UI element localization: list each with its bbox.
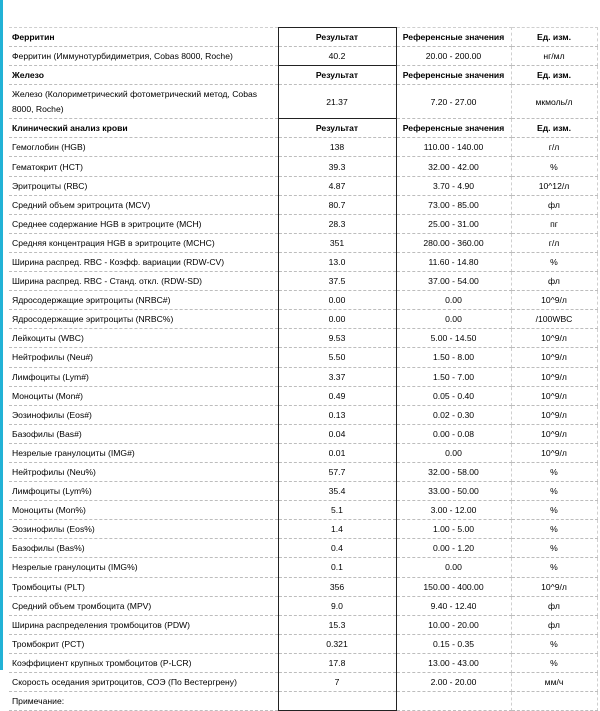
note-empty-cell <box>511 692 597 711</box>
table-row <box>9 329 597 348</box>
table-row <box>9 558 597 577</box>
test-unit: % <box>511 558 597 577</box>
test-unit: % <box>511 501 597 520</box>
test-result: 0.13 <box>278 405 396 424</box>
test-result: 35.4 <box>278 482 396 501</box>
test-reference: 0.02 - 0.30 <box>396 405 511 424</box>
test-result: 0.4 <box>278 539 396 558</box>
test-name: Базофилы (Bas#) <box>9 424 278 443</box>
table-row <box>9 405 597 424</box>
test-unit: 10^12/л <box>511 176 597 195</box>
test-result: 356 <box>278 577 396 596</box>
section-header-cbc <box>9 119 597 138</box>
test-name: Тромбоциты (PLT) <box>9 577 278 596</box>
test-reference: 2.00 - 20.00 <box>396 673 511 692</box>
test-name: Среднее содержание HGB в эритроците (MCH) <box>9 214 278 233</box>
test-reference: 5.00 - 14.50 <box>396 329 511 348</box>
test-unit: мкмоль/л <box>511 85 597 119</box>
table-row <box>9 577 597 596</box>
test-name: Гематокрит (HCT) <box>9 157 278 176</box>
test-result: 0.04 <box>278 424 396 443</box>
test-name: Ядросодержащие эритроциты (NRBC%) <box>9 310 278 329</box>
test-result: 57.7 <box>278 462 396 481</box>
lab-results-sheet <box>9 27 597 711</box>
test-unit: пг <box>511 214 597 233</box>
table-row <box>9 138 597 157</box>
test-reference: 0.00 <box>396 558 511 577</box>
table-row <box>9 443 597 462</box>
table-row <box>9 195 597 214</box>
test-name: Незрелые гранулоциты (IMG#) <box>9 443 278 462</box>
test-unit: % <box>511 634 597 653</box>
test-result: 4.87 <box>278 176 396 195</box>
column-header-unit: Ед. изм. <box>511 66 597 85</box>
test-reference: 32.00 - 42.00 <box>396 157 511 176</box>
test-reference: 11.60 - 14.80 <box>396 252 511 271</box>
test-reference: 0.00 - 0.08 <box>396 424 511 443</box>
test-result: 21.37 <box>278 85 396 119</box>
test-result: 0.00 <box>278 291 396 310</box>
test-result: 7 <box>278 673 396 692</box>
test-result: 0.01 <box>278 443 396 462</box>
test-result: 17.8 <box>278 653 396 672</box>
test-reference: 13.00 - 43.00 <box>396 653 511 672</box>
table-row <box>9 501 597 520</box>
test-reference: 0.05 - 0.40 <box>396 386 511 405</box>
test-unit: % <box>511 157 597 176</box>
test-name: Ядросодержащие эритроциты (NRBC#) <box>9 291 278 310</box>
column-header-unit: Ед. изм. <box>511 28 597 47</box>
test-result: 37.5 <box>278 272 396 291</box>
test-unit: фл <box>511 615 597 634</box>
test-result: 40.2 <box>278 47 396 66</box>
test-unit: нг/мл <box>511 47 597 66</box>
test-unit: 10^9/л <box>511 329 597 348</box>
table-row <box>9 214 597 233</box>
test-name: Средний объем эритроцита (MCV) <box>9 195 278 214</box>
test-name: Лейкоциты (WBC) <box>9 329 278 348</box>
test-reference: 1.00 - 5.00 <box>396 520 511 539</box>
table-row <box>9 424 597 443</box>
test-reference: 32.00 - 58.00 <box>396 462 511 481</box>
column-header-reference: Референсные значения <box>396 28 511 47</box>
test-name: Ширина распределения тромбоцитов (PDW) <box>9 615 278 634</box>
test-name: Средний объем тромбоцита (MPV) <box>9 596 278 615</box>
table-row <box>9 47 597 66</box>
test-reference: 73.00 - 85.00 <box>396 195 511 214</box>
test-unit: 10^9/л <box>511 348 597 367</box>
test-name: Незрелые гранулоциты (IMG%) <box>9 558 278 577</box>
test-result: 0.1 <box>278 558 396 577</box>
test-reference: 0.00 <box>396 443 511 462</box>
test-name: Ширина распред. RBC - Станд. откл. (RDW-SD) <box>9 272 278 291</box>
test-reference: 150.00 - 400.00 <box>396 577 511 596</box>
note-value <box>278 692 396 711</box>
section-header-ferritin <box>9 28 597 47</box>
table-row <box>9 520 597 539</box>
table-row <box>9 634 597 653</box>
test-unit: 10^9/л <box>511 577 597 596</box>
table-row <box>9 157 597 176</box>
test-reference: 0.00 <box>396 310 511 329</box>
table-row <box>9 310 597 329</box>
table-row <box>9 291 597 310</box>
test-reference: 1.50 - 7.00 <box>396 367 511 386</box>
test-result: 9.0 <box>278 596 396 615</box>
table-row <box>9 596 597 615</box>
test-result: 3.37 <box>278 367 396 386</box>
test-unit: мм/ч <box>511 673 597 692</box>
test-unit: % <box>511 520 597 539</box>
test-reference: 3.70 - 4.90 <box>396 176 511 195</box>
results-table-body <box>9 28 597 138</box>
test-result: 80.7 <box>278 195 396 214</box>
test-unit: % <box>511 462 597 481</box>
test-unit: /100WBC <box>511 310 597 329</box>
test-result: 9.53 <box>278 329 396 348</box>
test-unit: фл <box>511 272 597 291</box>
test-result: 28.3 <box>278 214 396 233</box>
test-result: 5.50 <box>278 348 396 367</box>
test-name: Моноциты (Mon#) <box>9 386 278 405</box>
test-reference: 3.00 - 12.00 <box>396 501 511 520</box>
test-result: 351 <box>278 233 396 252</box>
test-reference: 0.15 - 0.35 <box>396 634 511 653</box>
test-reference: 110.00 - 140.00 <box>396 138 511 157</box>
test-unit: г/л <box>511 138 597 157</box>
table-row <box>9 233 597 252</box>
test-unit: г/л <box>511 233 597 252</box>
test-result: 138 <box>278 138 396 157</box>
column-header-reference: Референсные значения <box>396 66 511 85</box>
test-name: Эритроциты (RBC) <box>9 176 278 195</box>
test-name: Лимфоциты (Lym%) <box>9 482 278 501</box>
test-reference: 20.00 - 200.00 <box>396 47 511 66</box>
test-unit: 10^9/л <box>511 386 597 405</box>
section-title: Ферритин <box>9 28 278 47</box>
test-name: Коэффициент крупных тромбоцитов (P-LCR) <box>9 653 278 672</box>
notes-body <box>9 692 597 711</box>
test-name: Гемоглобин (HGB) <box>9 138 278 157</box>
column-header-result: Результат <box>278 66 396 85</box>
test-result: 15.3 <box>278 615 396 634</box>
test-result: 13.0 <box>278 252 396 271</box>
test-unit: фл <box>511 596 597 615</box>
test-unit: фл <box>511 195 597 214</box>
test-unit: % <box>511 539 597 558</box>
lab-results-table <box>9 27 598 711</box>
table-row <box>9 348 597 367</box>
test-name: Средняя концентрация HGB в эритроците (MCHC) <box>9 233 278 252</box>
test-reference: 1.50 - 8.00 <box>396 348 511 367</box>
test-reference: 9.40 - 12.40 <box>396 596 511 615</box>
test-result: 0.49 <box>278 386 396 405</box>
test-name: Базофилы (Bas%) <box>9 539 278 558</box>
test-name: Скорость оседания эритроцитов, СОЭ (По Вестергрену) <box>9 673 278 692</box>
note-label: Примечание: <box>9 692 278 711</box>
column-header-unit: Ед. изм. <box>511 119 597 138</box>
table-row <box>9 367 597 386</box>
test-name: Эозинофилы (Eos%) <box>9 520 278 539</box>
table-row <box>9 386 597 405</box>
left-accent-bar <box>0 0 3 670</box>
test-name: Нейтрофилы (Neu#) <box>9 348 278 367</box>
test-unit: 10^9/л <box>511 443 597 462</box>
table-row <box>9 176 597 195</box>
test-unit: 10^9/л <box>511 405 597 424</box>
test-result: 39.3 <box>278 157 396 176</box>
table-row <box>9 539 597 558</box>
test-reference: 0.00 <box>396 291 511 310</box>
table-row <box>9 252 597 271</box>
cbc-rows <box>9 138 597 692</box>
test-name: Тромбокрит (PCT) <box>9 634 278 653</box>
test-unit: % <box>511 653 597 672</box>
test-unit: 10^9/л <box>511 367 597 386</box>
section-header-iron <box>9 66 597 85</box>
test-result: 0.00 <box>278 310 396 329</box>
test-result: 0.321 <box>278 634 396 653</box>
table-row <box>9 482 597 501</box>
column-header-result: Результат <box>278 28 396 47</box>
test-reference: 37.00 - 54.00 <box>396 272 511 291</box>
test-reference: 33.00 - 50.00 <box>396 482 511 501</box>
test-result: 5.1 <box>278 501 396 520</box>
test-unit: 10^9/л <box>511 291 597 310</box>
test-result: 1.4 <box>278 520 396 539</box>
test-name: Эозинофилы (Eos#) <box>9 405 278 424</box>
section-title: Клинический анализ крови <box>9 119 278 138</box>
test-name: Железо (Колориметрический фотометрический метод, Cobas 8000, Roche) <box>9 85 278 119</box>
test-reference: 25.00 - 31.00 <box>396 214 511 233</box>
column-header-result: Результат <box>278 119 396 138</box>
test-reference: 7.20 - 27.00 <box>396 85 511 119</box>
table-row <box>9 462 597 481</box>
test-name: Ширина распред. RBC - Коэфф. вариации (RDW-CV) <box>9 252 278 271</box>
table-row <box>9 85 597 119</box>
test-name: Моноциты (Mon%) <box>9 501 278 520</box>
test-name: Ферритин (Иммунотурбидиметрия, Cobas 8000, Roche) <box>9 47 278 66</box>
table-row <box>9 673 597 692</box>
test-reference: 10.00 - 20.00 <box>396 615 511 634</box>
table-row <box>9 272 597 291</box>
test-unit: 10^9/л <box>511 424 597 443</box>
column-header-reference: Референсные значения <box>396 119 511 138</box>
test-name: Нейтрофилы (Neu%) <box>9 462 278 481</box>
test-unit: % <box>511 482 597 501</box>
table-row <box>9 615 597 634</box>
note-row <box>9 692 597 711</box>
test-reference: 0.00 - 1.20 <box>396 539 511 558</box>
section-title: Железо <box>9 66 278 85</box>
test-unit: % <box>511 252 597 271</box>
note-empty-cell <box>396 692 511 711</box>
test-reference: 280.00 - 360.00 <box>396 233 511 252</box>
test-name: Лимфоциты (Lym#) <box>9 367 278 386</box>
